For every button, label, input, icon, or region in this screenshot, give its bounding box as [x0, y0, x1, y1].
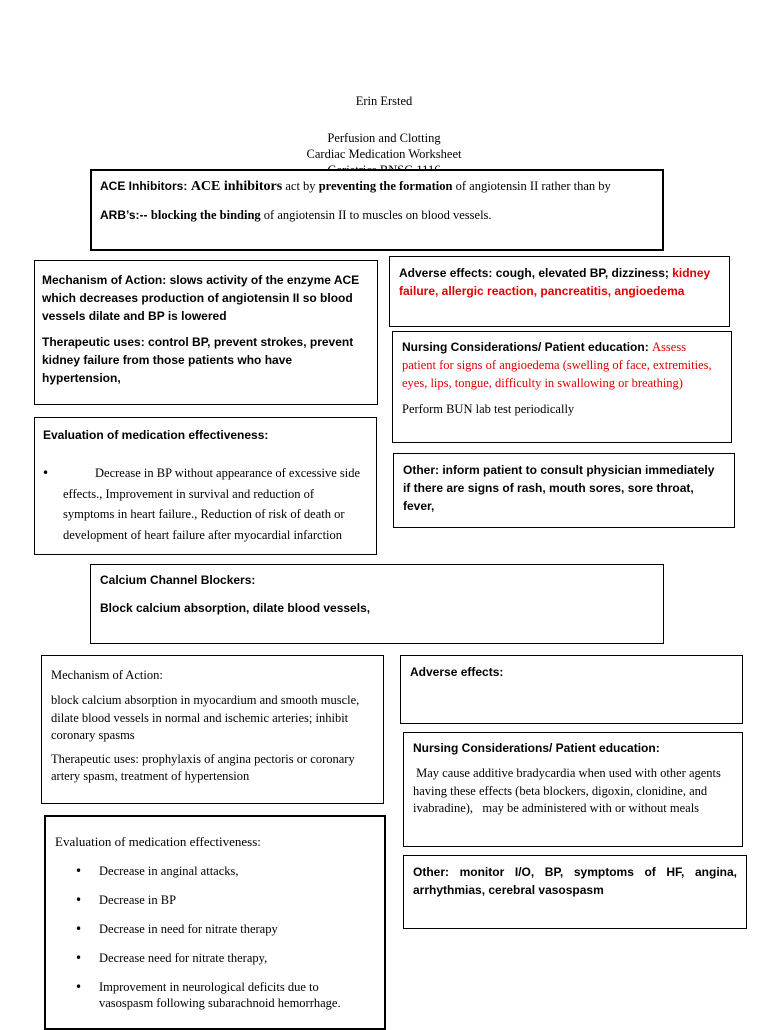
ccb-therapeutic-label: Therapeutic uses: [51, 751, 139, 766]
ace-nursing-bun: Perform BUN lab test periodically [402, 402, 575, 416]
ace-other-box [393, 453, 735, 528]
ccb-therapeutic-text: prophylaxis of angina pectoris or coronary artery spasm, treatment of hypertension [51, 751, 355, 783]
ace-adverse-label: Adverse effects: cough, elevated BP, dizziness; [399, 266, 673, 280]
ace-evaluation-text: Decrease in BP without appearance of excessive side effects., Improvement in survival and reduction of symptoms in heart failure., Reduction of risk of death or development of heart failure after myocardial infarction [63, 466, 361, 542]
ace-mechanism-text: Mechanism of Action: slows activity of the enzyme ACE which decreases production of angiotensin II so blood vessels dilate and BP is lowered [42, 273, 360, 323]
worksheet-title: Cardiac Medication Worksheet [306, 147, 462, 161]
ace-therapeutic-uses: Therapeutic uses: control BP, prevent strokes, prevent kidney failure from those patients who have hypertension, [42, 335, 354, 385]
ccb-adverse-label: Adverse effects: [410, 665, 504, 679]
ace-evaluation-box [34, 417, 377, 555]
list-item: • Decrease need for nitrate therapy, [99, 950, 375, 966]
course-title: Perfusion and Clotting [327, 131, 441, 145]
ccb-nursing-text: May cause additive bradycardia when used with other agents having these effects (beta blockers, digoxin, clonidine, and ivabradine), may be administered with or without meals [413, 766, 725, 815]
list-item: • Decrease in anginal attacks, [99, 863, 375, 879]
ace-nursing-box [392, 331, 732, 443]
ace-adverse-box [389, 256, 730, 327]
ccb-other-box [403, 855, 747, 929]
ace-evaluation-title: Evaluation of medication effectiveness: [43, 428, 269, 442]
ace-other-text: Other: inform patient to consult physician immediately if there are signs of rash, mouth sores, sore throat, fever, [403, 463, 715, 513]
ace-inhibitors-box: ACE Inhibitors: ACE inhibitors act by preventing the formation of angiotensin II rather than by ARB’s:-- blocking the binding of angiotensin II to muscles on blood vessels. [90, 169, 664, 251]
ccb-evaluation-box [44, 815, 386, 1030]
ccb-nursing-label: Nursing Considerations/ Patient education: [413, 741, 660, 755]
bullet-icon: • [42, 466, 50, 480]
ccb-evaluation-list [99, 863, 375, 1011]
document-header [200, 93, 568, 178]
list-item: • Decrease in BP [99, 892, 375, 908]
ccb-mechanism-label: Mechanism of Action: [51, 668, 163, 682]
ccb-description: Block calcium absorption, dilate blood vessels, [100, 601, 371, 615]
ace-adverse-serious: kidney failure, allergic reaction, pancreatitis, angioedema [399, 266, 711, 298]
ace-mechanism-box [34, 260, 378, 405]
ccb-other-text: Other: monitor I/O, BP, symptoms of HF, angina, arrhythmias, cerebral vasospasm [413, 865, 737, 897]
ccb-adverse-box [400, 655, 743, 724]
author-name: Erin Ersted [355, 94, 413, 108]
ccb-mechanism-text: block calcium absorption in myocardium and smooth muscle, dilate blood vessels in normal and ischemic arteries; inhibit coronary spasms [51, 693, 360, 742]
ace-label: ACE Inhibitors: [100, 179, 188, 193]
ccb-label: Calcium Channel Blockers: [100, 573, 256, 587]
ccb-evaluation-title: Evaluation of medication effectiveness: [55, 834, 261, 849]
ccb-box [90, 564, 664, 644]
ace-nursing-assess: Assess patient for signs of angioedema (swelling of face, extremities, eyes, lips, tongue, difficulty in swallowing or breathing) [402, 340, 712, 390]
list-item: • Decrease in need for nitrate therapy [99, 921, 375, 937]
list-item: • Improvement in neurological deficits due to vasospasm following subarachnoid hemorrhage. [99, 979, 375, 1011]
ace-nursing-label: Nursing Considerations/ Patient education: [402, 340, 653, 354]
ccb-nursing-box [403, 732, 743, 847]
ccb-mechanism-box [41, 655, 384, 804]
arb-label: ARB’s:-- [100, 208, 151, 222]
